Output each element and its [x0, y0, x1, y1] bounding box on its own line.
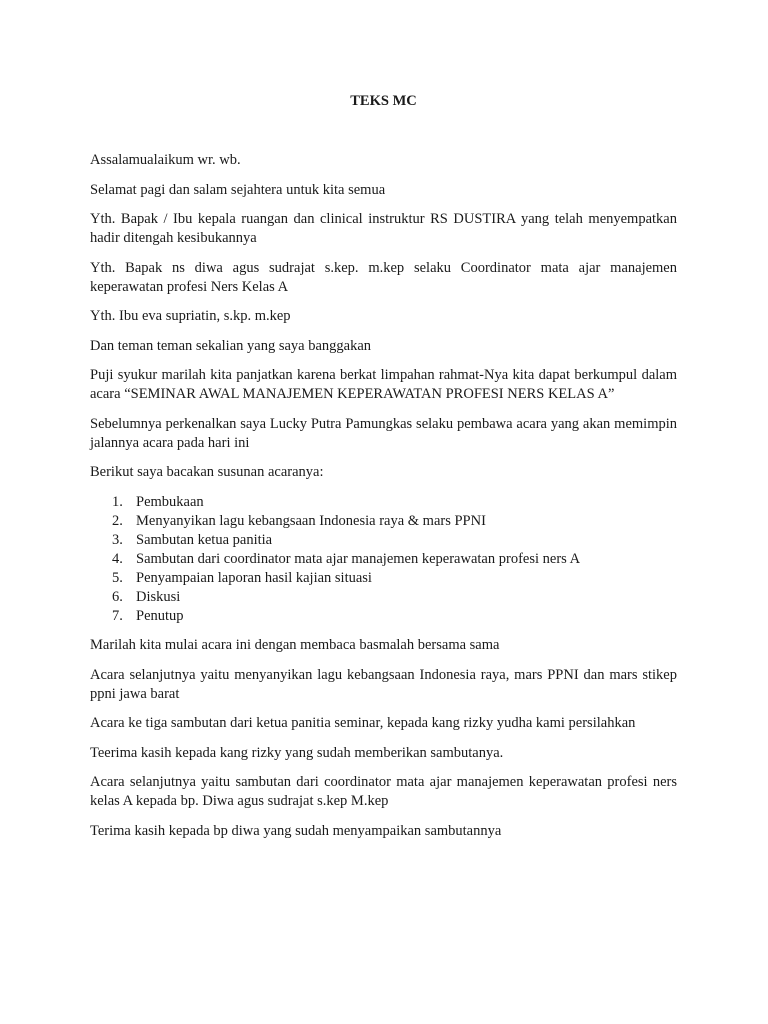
- paragraph: Acara selanjutnya yaitu sambutan dari coordinator mata ajar manajemen keperawatan profesi ners kelas A kepada bp. Diwa agus sudrajat s.kep M.kep: [90, 774, 677, 809]
- paragraph: Acara ke tiga sambutan dari ketua panitia seminar, kepada kang rizky yudha kami persilahkan: [90, 715, 636, 731]
- agenda-item-number: 7.: [112, 607, 123, 624]
- paragraph: Teerima kasih kepada kang rizky yang sudah memberikan sambutanya.: [90, 744, 504, 761]
- agenda-item-text: Menyanyikan lagu kebangsaan Indonesia raya & mars PPNI: [136, 512, 486, 529]
- agenda-item: [90, 550, 677, 569]
- agenda-item: [90, 588, 677, 607]
- paragraph: Dan teman teman sekalian yang saya banggakan: [90, 337, 372, 354]
- agenda-item-text: Penutup: [136, 607, 184, 624]
- paragraph: Assalamualaikum wr. wb.: [90, 152, 241, 168]
- paragraph: Puji syukur marilah kita panjatkan karena berkat limpahan rahmat-Nya kita dapat berkumpul dalam acara “SEMINAR AWAL MANAJEMEN KEPERAWATAN PROFESI NERS KELAS A”: [90, 367, 677, 402]
- agenda-item-number: 5.: [112, 569, 123, 586]
- agenda-item-text: Sambutan ketua panitia: [136, 531, 273, 548]
- agenda-item-text: Diskusi: [136, 588, 181, 605]
- agenda-item: [90, 569, 677, 588]
- paragraph: Yth. Bapak / Ibu kepala ruangan dan clinical instruktur RS DUSTIRA yang telah menyempatkan hadir ditengah kesibukannya: [90, 211, 677, 246]
- agenda-item: [90, 531, 677, 550]
- paragraph: Terima kasih kepada bp diwa yang sudah menyampaikan sambutannya: [90, 822, 502, 839]
- document-page: [90, 92, 677, 851]
- document-title: TEKS MC: [350, 93, 417, 109]
- paragraph: Selamat pagi dan salam sejahtera untuk kita semua: [90, 181, 386, 198]
- agenda-item: [90, 607, 677, 626]
- paragraph: Acara selanjutnya yaitu menyanyikan lagu kebangsaan Indonesia raya, mars PPNI dan mars stikep ppni jawa barat: [90, 666, 677, 702]
- agenda-item-number: 2.: [112, 512, 123, 529]
- agenda-item-text: Sambutan dari coordinator mata ajar manajemen keperawatan profesi ners A: [136, 550, 581, 567]
- agenda-item-number: 3.: [112, 531, 123, 548]
- paragraph: Yth. Ibu eva supriatin, s.kp. m.kep: [90, 308, 291, 324]
- agenda-item-text: Penyampaian laporan hasil kajian situasi: [136, 569, 372, 586]
- paragraph: Yth. Bapak ns diwa agus sudrajat s.kep. m.kep selaku Coordinator mata ajar manajemen keperawatan profesi Ners Kelas A: [90, 259, 677, 295]
- agenda-item-number: 4.: [112, 550, 123, 567]
- agenda-item-text: Pembukaan: [136, 493, 204, 510]
- agenda-item-number: 1.: [112, 493, 123, 510]
- paragraph: Berikut saya bacakan susunan acaranya:: [90, 464, 324, 480]
- agenda-item-number: 6.: [112, 588, 123, 605]
- agenda-list: [90, 493, 677, 626]
- agenda-item: [90, 493, 677, 512]
- agenda-item: [90, 512, 677, 531]
- paragraph: Sebelumnya perkenalkan saya Lucky Putra Pamungkas selaku pembawa acara yang akan memimpin jalannya acara pada hari ini: [90, 415, 677, 451]
- paragraph: Marilah kita mulai acara ini dengan membaca basmalah bersama sama: [90, 637, 500, 653]
